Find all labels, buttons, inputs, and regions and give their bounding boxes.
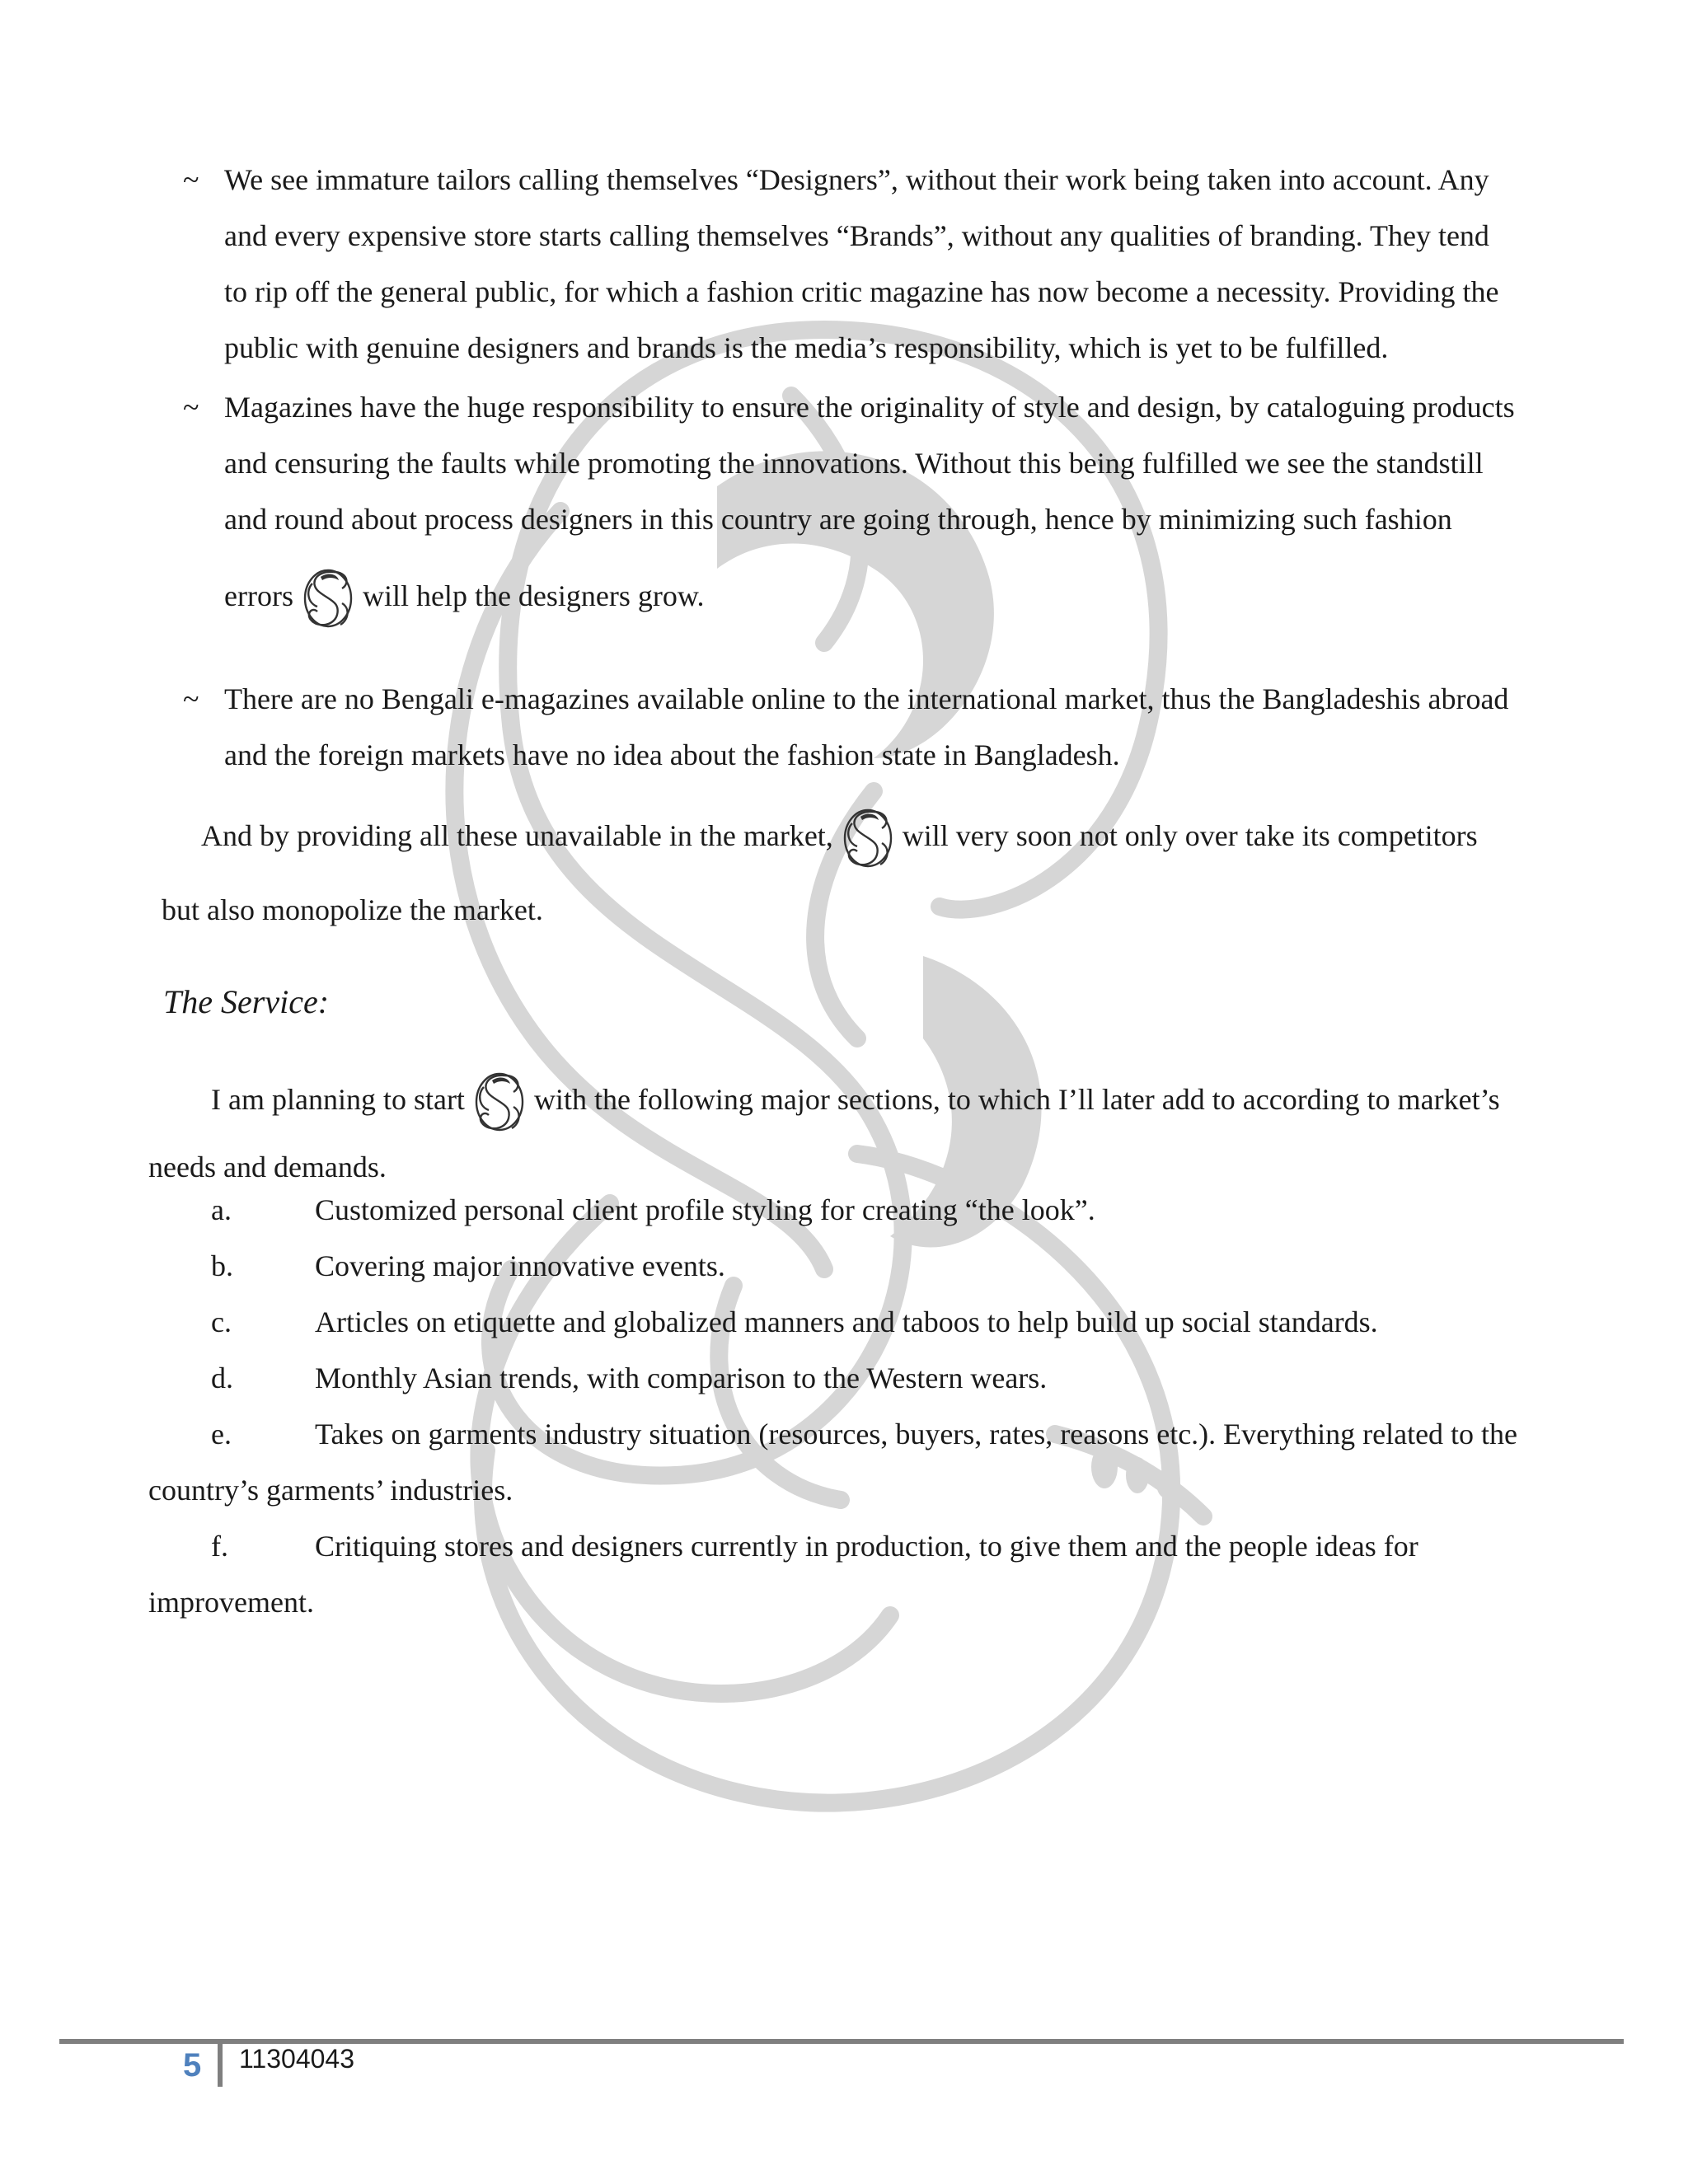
text-line: and round about process designers in this country are going through, hence by minimizing such fashion (224, 503, 1452, 536)
text-fragment: will help the designers grow. (362, 579, 705, 612)
list-item (148, 1182, 1599, 1238)
document-id: 11304043 (239, 2044, 354, 2074)
list-letter: d. (211, 1361, 233, 1394)
list-text: Articles on etiquette and globalized manners and taboos to help build up social standards. (315, 1305, 1378, 1338)
bullet-item (183, 379, 1617, 633)
text-line: and the foreign markets have no idea about the fashion state in Bangladesh. (224, 738, 1120, 771)
list-item (148, 1406, 1599, 1518)
tilde-bullet: ~ (183, 391, 199, 424)
bullet-item (183, 671, 1617, 783)
list-letter: e. (211, 1418, 232, 1451)
paragraph (201, 804, 1619, 873)
list-text: Customized personal client profile styling for creating “the look”. (315, 1193, 1095, 1226)
text-fragment: I am planning to start (211, 1083, 465, 1116)
tilde-bullet: ~ (183, 682, 199, 715)
text-fragment: with the following major sections, to which I’ll later add to according to market’s (533, 1083, 1500, 1116)
text-line: We see immature tailors calling themselves “Designers”, without their work being taken into account. Any (224, 163, 1489, 196)
list-letter: c. (211, 1305, 232, 1338)
text-line: needs and demands. (148, 1151, 387, 1183)
list-text: Monthly Asian trends, with comparison to the Western wears. (315, 1361, 1048, 1394)
ornate-s-logo-icon (301, 565, 355, 633)
list-item (148, 1350, 1599, 1406)
list-text: Covering major innovative events. (315, 1249, 725, 1282)
list-item (148, 1518, 1599, 1630)
section-heading: The Service: (163, 983, 330, 1020)
list-item (148, 1294, 1599, 1350)
list-text: Critiquing stores and designers currently in production, to give them and the people ideas for (315, 1530, 1418, 1563)
text-fragment: errors (224, 579, 293, 612)
list-letter: b. (211, 1249, 233, 1282)
text-line (224, 560, 1617, 633)
bullet-item (183, 152, 1617, 376)
page-number: 5 (183, 2047, 202, 2083)
text-line: to rip off the general public, for which a fashion critic magazine has now become a necessity. Providing the (224, 275, 1499, 308)
tilde-bullet: ~ (183, 163, 199, 196)
text-fragment: will very soon not only over take its competitors (902, 819, 1478, 852)
list-letter: f. (211, 1530, 228, 1563)
list-letter: a. (211, 1193, 232, 1226)
list-continuation: country’s garments’ industries. (148, 1474, 513, 1507)
text-line: but also monopolize the market. (162, 893, 543, 926)
ornate-s-logo-icon (472, 1069, 527, 1137)
text-line: and every expensive store starts calling themselves “Brands”, without any qualities of branding. They tend (224, 219, 1489, 252)
text-line: and censuring the faults while promoting the innovations. Without this being fulfilled we see the standstill (224, 447, 1484, 480)
text-line: Magazines have the huge responsibility to ensure the originality of style and design, by cataloguing products (224, 391, 1515, 424)
text-fragment: And by providing all these unavailable in the market, (201, 819, 833, 852)
ornate-s-logo-icon (841, 805, 895, 873)
list-continuation: improvement. (148, 1586, 314, 1619)
paragraph (211, 1068, 1629, 1137)
list-text: Takes on garments industry situation (resources, buyers, rates, reasons etc.). Everything related to the (315, 1418, 1518, 1451)
list-item (148, 1238, 1599, 1294)
text-line: public with genuine designers and brands is the media’s responsibility, which is yet to be fulfilled. (224, 331, 1389, 364)
text-line: There are no Bengali e-magazines available online to the international market, thus the Bangladeshis abroad (224, 682, 1509, 715)
